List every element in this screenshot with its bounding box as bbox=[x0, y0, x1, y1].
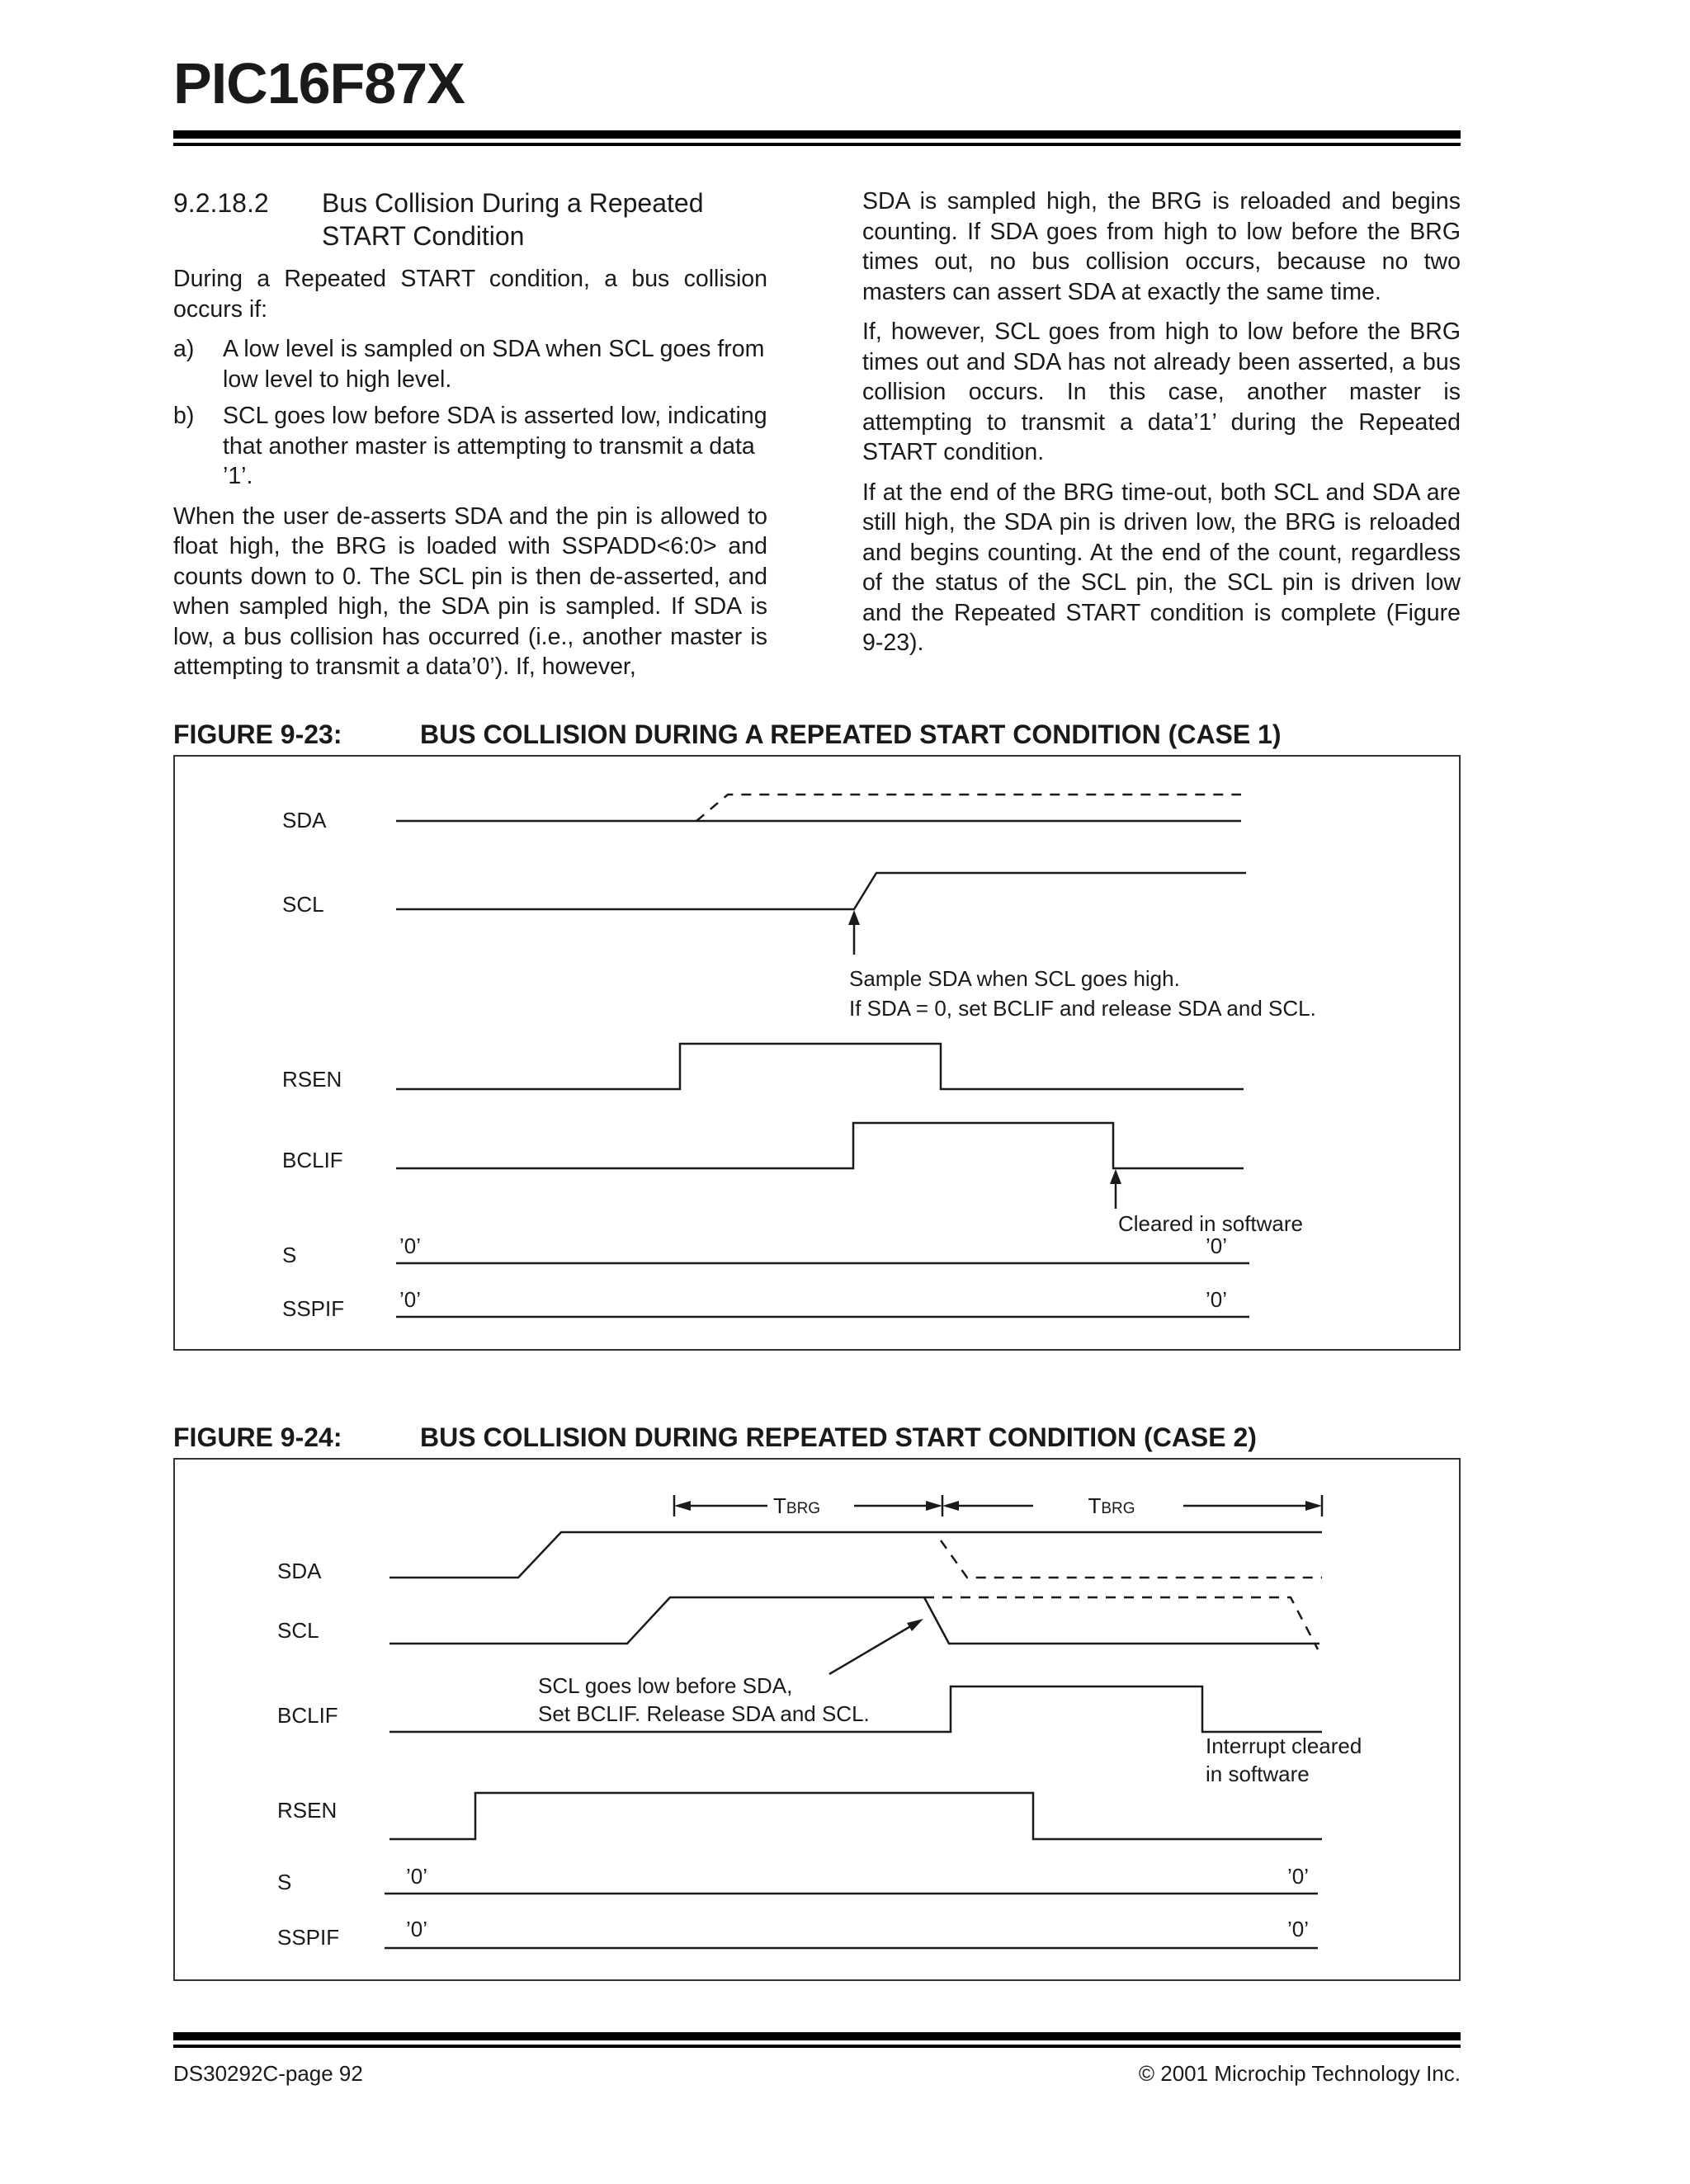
zero-label: ’0’ bbox=[406, 1917, 428, 1941]
signal-label-sspif: SSPIF bbox=[277, 1925, 340, 1950]
sda-waveform bbox=[389, 1532, 1322, 1578]
list-text: A low level is sampled on SDA when SCL goes from low level to high level. bbox=[223, 336, 765, 393]
body-paragraph: If, however, SCL goes from high to low before the BRG times out and SDA has not already been asserted, a bus collision occurs. In this case, another master is attempting to transmit a data’1’ during the Repeated START condition. bbox=[862, 318, 1461, 465]
signal-label-bclif: BCLIF bbox=[282, 1148, 343, 1172]
signal-label-s: S bbox=[277, 1870, 292, 1894]
footer-doc-id: DS30292C-page 92 bbox=[173, 2061, 363, 2086]
signal-label-sda: SDA bbox=[277, 1559, 322, 1583]
footer-rule-thin bbox=[173, 2045, 1461, 2048]
annotation-interrupt-line1: Interrupt cleared bbox=[1206, 1734, 1362, 1758]
annotation-sample-line1: Sample SDA when SCL goes high. bbox=[849, 966, 1180, 991]
footer-copyright: © 2001 Microchip Technology Inc. bbox=[1138, 2061, 1461, 2086]
sda-dashed-waveform bbox=[941, 1540, 1322, 1578]
figure-24-svg bbox=[175, 1460, 1462, 1983]
list-item bbox=[173, 334, 767, 394]
figure-23-diagram bbox=[173, 755, 1461, 1351]
rsen-waveform bbox=[396, 1044, 1244, 1089]
figure-24-diagram bbox=[173, 1458, 1461, 1981]
figure-23-label: FIGURE 9-23: bbox=[173, 719, 342, 749]
list-text: SCL goes low before SDA is asserted low, indicating that another master is attempting to transmit a data ’1’. bbox=[223, 403, 767, 489]
figure-23-svg bbox=[175, 757, 1462, 1352]
scl-dashed-waveform bbox=[924, 1597, 1318, 1649]
signal-label-sspif: SSPIF bbox=[282, 1296, 345, 1321]
signal-label-bclif: BCLIF bbox=[277, 1703, 338, 1728]
sda-dashed-waveform bbox=[696, 795, 1241, 821]
body-paragraph: SDA is sampled high, the BRG is reloaded and begins counting. If SDA goes from high to low before the BRG times out, no bus collision occurs, because no two masters can assert SDA at exactly the same time. bbox=[862, 188, 1461, 305]
list-marker: b) bbox=[173, 403, 195, 429]
section-heading bbox=[173, 186, 767, 252]
list-item bbox=[173, 401, 767, 492]
zero-label: ’0’ bbox=[1206, 1234, 1228, 1258]
footer-rule-thick bbox=[173, 2032, 1461, 2040]
section-title-line2: START Condition bbox=[322, 221, 525, 251]
signal-label-s: S bbox=[282, 1243, 297, 1267]
annotation-scl-line1: SCL goes low before SDA, bbox=[538, 1673, 793, 1698]
zero-label: ’0’ bbox=[1287, 1864, 1310, 1889]
tbrg-arrowhead bbox=[674, 1501, 691, 1511]
annotation-interrupt-line2: in software bbox=[1206, 1762, 1310, 1786]
annotation-scl-line2: Set BCLIF. Release SDA and SCL. bbox=[538, 1701, 870, 1726]
zero-label: ’0’ bbox=[399, 1234, 422, 1258]
scl-annotation-arrow bbox=[829, 1622, 918, 1674]
sample-arrowhead bbox=[848, 910, 860, 925]
figure-23-title: BUS COLLISION DURING A REPEATED START CONDITION (CASE 1) bbox=[420, 719, 1282, 749]
section-number: 9.2.18.2 bbox=[173, 188, 269, 218]
signal-label-scl: SCL bbox=[282, 892, 324, 917]
zero-label: ’0’ bbox=[399, 1287, 422, 1312]
scl-waveform bbox=[389, 1597, 1319, 1644]
header-rule-thin bbox=[173, 143, 1461, 146]
cleared-arrowhead bbox=[1110, 1169, 1121, 1184]
zero-label: ’0’ bbox=[1206, 1287, 1228, 1312]
tbrg-arrowhead bbox=[926, 1501, 942, 1511]
body-paragraph: If at the end of the BRG time-out, both SCL and SDA are still high, the SDA pin is driven low, the BRG is reloaded and begins counting. At the end of the count, regardless of the status of the SCL pin, the SCL pin is driven low and the Repeated START condition is complete (Figure 9-23). bbox=[862, 479, 1461, 656]
signal-label-scl: SCL bbox=[277, 1618, 319, 1643]
intro-paragraph: During a Repeated START condition, a bus collision occurs if: bbox=[173, 266, 767, 323]
tbrg-arrowhead bbox=[942, 1501, 959, 1511]
signal-label-rsen: RSEN bbox=[277, 1798, 338, 1823]
document-title: PIC16F87X bbox=[173, 51, 465, 116]
rsen-waveform bbox=[389, 1793, 1322, 1839]
scl-waveform bbox=[396, 873, 1246, 909]
section-title bbox=[322, 186, 703, 252]
tbrg-label-2: TBRG bbox=[1088, 1493, 1135, 1518]
scl-annotation-arrowhead bbox=[907, 1619, 923, 1631]
zero-label: ’0’ bbox=[406, 1864, 428, 1889]
header-rule-thick bbox=[173, 130, 1461, 139]
left-column bbox=[173, 186, 767, 692]
section-title-line1: Bus Collision During a Repeated bbox=[322, 188, 704, 218]
tbrg-label-1: TBRG bbox=[773, 1493, 821, 1518]
bclif-waveform bbox=[396, 1123, 1244, 1168]
figure-24-label: FIGURE 9-24: bbox=[173, 1422, 342, 1452]
annotation-sample-line2: If SDA = 0, set BCLIF and release SDA and SCL. bbox=[849, 996, 1316, 1021]
body-paragraph: When the user de-asserts SDA and the pin is allowed to float high, the BRG is loaded with SSPADD<6:0> and counts down to 0. The SCL pin is then de-asserted, and when sampled high, the SDA pin is sampled. If SDA is low, a bus collision has occurred (i.e., another master is attempting to transmit a data’0’). If, however, bbox=[173, 502, 767, 680]
signal-label-sda: SDA bbox=[282, 808, 327, 833]
signal-label-rsen: RSEN bbox=[282, 1067, 342, 1092]
tbrg-arrowhead bbox=[1305, 1501, 1322, 1511]
zero-label: ’0’ bbox=[1287, 1917, 1310, 1941]
figure-24-title: BUS COLLISION DURING REPEATED START CONDITION (CASE 2) bbox=[420, 1422, 1257, 1452]
right-column bbox=[862, 186, 1461, 668]
list-marker: a) bbox=[173, 336, 195, 362]
annotation-cleared: Cleared in software bbox=[1118, 1211, 1303, 1236]
